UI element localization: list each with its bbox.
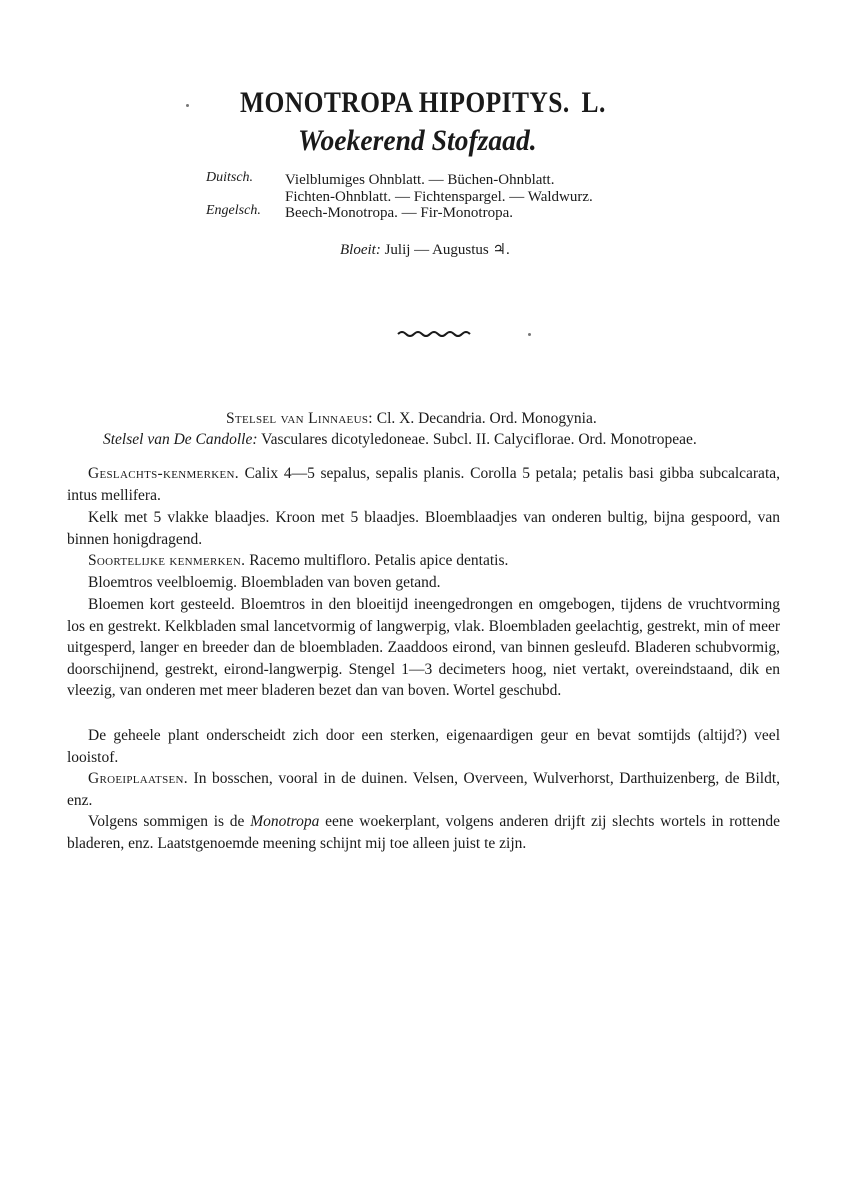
duitsch-label: Duitsch. bbox=[206, 170, 254, 185]
duitsch-line-2: Fichten-Ohnblatt. — Fichtenspargel. — Waldwurz. bbox=[285, 189, 593, 205]
page-title bbox=[240, 86, 606, 120]
soortelijke-paragraph bbox=[67, 550, 780, 572]
groeiplaatsen-label: Groeiplaatsen. bbox=[88, 770, 188, 787]
bloeit-label: Bloeit: bbox=[340, 242, 381, 258]
linnaeus-value: Cl. X. Decandria. Ord. Monogynia. bbox=[376, 410, 597, 427]
bloemen-paragraph: Bloemen kort gesteeld. Bloemtros in den bloeitijd ineengedrongen en omgebogen, tijdens de vruchtvorming los en gestrekt. Kelkbladen smal lancetvormig of langwerpig, vlak. Bloembladen geelachtig, gestrekt, min of meer uitgesperd, langer en breeder dan de bloembladen. Zaaddoos eirond, van binnen gesleufd. Bladeren schubvormig, doorschijnend, gestrekt, eirond-langwerpig. Stengel 1—3 decimeters hoog, niet vertakt, overeindstaand, dik en vleezig, van onderen met meer bladeren bezet dan van boven. Wortel geschubd. bbox=[67, 596, 780, 699]
volgens-text-start: Volgens sommigen is de bbox=[88, 813, 245, 830]
volgens-genus: Monotropa bbox=[250, 813, 320, 830]
geslachts-paragraph bbox=[67, 463, 780, 506]
dutch-name: Woekerend Stofzaad. bbox=[298, 124, 537, 157]
geslachts-label: Geslachts-kenmerken. bbox=[88, 465, 239, 482]
volgens-text-end: eene woekerplant, volgens anderen drijft zij slechts wortels in rottende bladeren, enz. Laatstgenoemde meening schijnt mij toe alleen juist te zijn. bbox=[67, 813, 781, 852]
engelsch-label: Engelsch. bbox=[206, 203, 261, 218]
speck-mark bbox=[186, 104, 189, 107]
bloeit-value: Julij — Augustus ♃. bbox=[384, 242, 510, 258]
candolle-value: Vasculares dicotyledoneae. Subcl. II. Calyciflorae. Ord. Monotropeae. bbox=[261, 431, 697, 448]
groeiplaatsen-paragraph bbox=[67, 768, 780, 811]
linnaeus-line bbox=[226, 410, 597, 428]
duitsch-line-1: Vielblumiges Ohnblatt. — Büchen-Ohnblatt. bbox=[285, 172, 555, 188]
volgens-paragraph bbox=[67, 811, 780, 854]
species-name: MONOTROPA HIPOPITYS. bbox=[240, 86, 570, 119]
speck-mark bbox=[528, 333, 531, 336]
candolle-label: Stelsel van De Candolle: bbox=[103, 431, 258, 448]
kelk-paragraph: Kelk met 5 vlakke blaadjes. Kroon met 5 blaadjes. Bloemblaadjes van onderen bultig, bijna gespoord, van binnen honigdragend. bbox=[67, 509, 780, 548]
engelsch-line: Beech-Monotropa. — Fir-Monotropa. bbox=[285, 205, 513, 221]
soortelijke-label: Soortelijke kenmerken. bbox=[88, 552, 246, 569]
geheele-paragraph: De geheele plant onderscheidt zich door een sterken, eigenaardigen geur en bevat somtijds (altijd?) veel looistof. bbox=[67, 727, 780, 766]
soortelijke-text: Racemo multifloro. Petalis apice dentatis. bbox=[249, 552, 509, 569]
geslachts-text: Calix 4—5 sepalus, sepalis planis. Corolla 5 petala; petalis basi gibba subcalcarata, intus mellifera. bbox=[67, 465, 780, 504]
candolle-line bbox=[103, 431, 697, 449]
bloemtros-paragraph: Bloemtros veelbloemig. Bloembladen van boven getand. bbox=[88, 574, 441, 591]
wavy-rule-ornament bbox=[397, 328, 474, 340]
groeiplaatsen-text: In bosschen, vooral in de duinen. Velsen, Overveen, Wulverhorst, Darthuizenberg, de Bildt, enz. bbox=[67, 770, 780, 809]
author-abbreviation: L. bbox=[581, 86, 606, 119]
bloeit-line bbox=[340, 240, 510, 259]
linnaeus-label: Stelsel van Linnaeus: bbox=[226, 410, 373, 427]
